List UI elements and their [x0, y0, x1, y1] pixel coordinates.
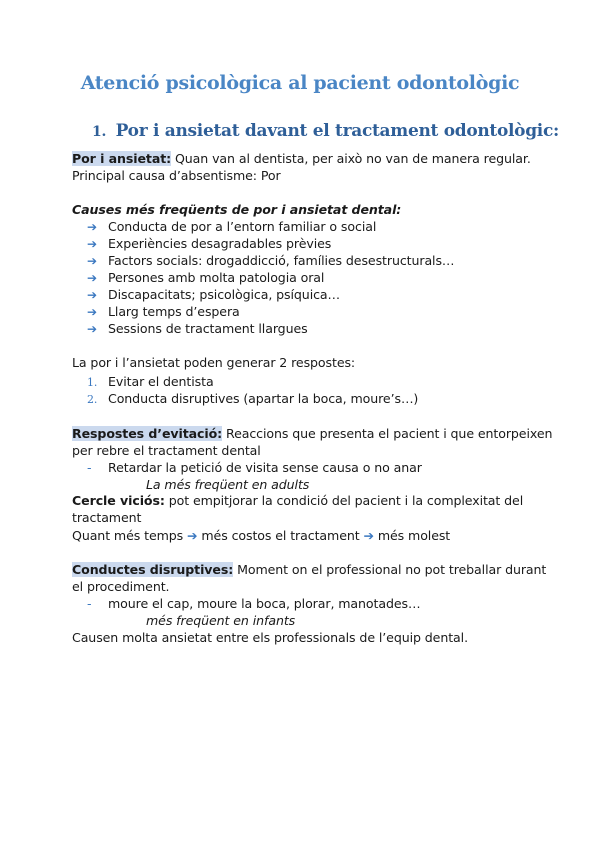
dash-bullet: - — [87, 460, 92, 475]
list-item: ➔ Conducta de por a l’entorn familiar o social — [87, 219, 377, 234]
disruptive-closing: Causen molta ansietat entre els professionals de l’equip dental. — [72, 630, 468, 645]
causes-heading: Causes més freqüents de por i ansietat dental: — [72, 202, 402, 217]
section-heading — [92, 121, 559, 141]
definition-text: Quan van al dentista, per això no van de manera regular. — [171, 151, 531, 166]
definition-line-2: Principal causa d’absentisme: Por — [72, 168, 281, 183]
disruptive-line-2: el procediment. — [72, 579, 170, 594]
vicious-line-2: tractament — [72, 510, 142, 525]
vicious-line: Cercle viciós: pot empitjorar la condició del pacient i la complexitat del — [72, 493, 524, 508]
list-item: ➔ Experiències desagradables prèvies — [87, 236, 332, 251]
avoidance-line: Respostes d’evitació: Reaccions que presenta el pacient i que entorpeixen — [72, 426, 553, 441]
arrow-icon: ➔ — [87, 271, 97, 285]
avoidance-term: Respostes d’evitació: — [72, 426, 223, 441]
document-title: Atenció psicològica al pacient odontològic — [80, 72, 520, 94]
arrow-icon: ➔ — [87, 220, 97, 234]
section-number: 1. — [92, 124, 107, 140]
numbered-item: 2. Conducta disruptives (apartar la boca, moure’s…) — [87, 391, 419, 406]
disruptive-term: Conductes disruptives: — [72, 562, 234, 577]
avoidance-line-2: per rebre el tractament dental — [72, 443, 261, 458]
arrow-icon: ➔ — [87, 237, 97, 251]
arrow-icon: ➔ — [87, 288, 97, 302]
list-item: ➔ Sessions de tractament llargues — [87, 321, 308, 336]
numbered-item: 1. Evitar el dentista — [87, 374, 214, 389]
avoidance-note: La més freqüent en adults — [146, 477, 310, 492]
vicious-term: Cercle viciós: — [72, 493, 165, 508]
definition-line — [72, 151, 531, 166]
list-item: ➔ Llarg temps d’espera — [87, 304, 240, 319]
section-heading-text: Por i ansietat davant el tractament odontològic: — [115, 121, 559, 141]
disruptive-line: Conductes disruptives: Moment on el professional no pot treballar durant — [72, 562, 547, 577]
dash-item: - moure el cap, moure la boca, plorar, manotades… — [87, 596, 421, 611]
arrow-icon: ➔ — [187, 528, 198, 543]
arrow-icon: ➔ — [87, 305, 97, 319]
dash-bullet: - — [87, 596, 92, 611]
responses-intro: La por i l’ansietat poden generar 2 respostes: — [72, 355, 356, 370]
definition-term: Por i ansietat: — [72, 151, 172, 166]
disruptive-note: més freqüent en infants — [146, 613, 296, 628]
arrow-icon: ➔ — [87, 322, 97, 336]
list-item: ➔ Persones amb molta patologia oral — [87, 270, 325, 285]
arrow-icon: ➔ — [363, 528, 374, 543]
dash-item: - Retardar la petició de visita sense causa o no anar — [87, 460, 422, 475]
arrow-icon: ➔ — [87, 254, 97, 268]
list-item: ➔ Factors socials: drogaddicció, famílies desestructurals… — [87, 253, 455, 268]
vicious-chain: Quant més temps ➔ més costos el tractament ➔ més molest — [72, 528, 451, 543]
list-item: ➔ Discapacitats; psicològica, psíquica… — [87, 287, 341, 302]
